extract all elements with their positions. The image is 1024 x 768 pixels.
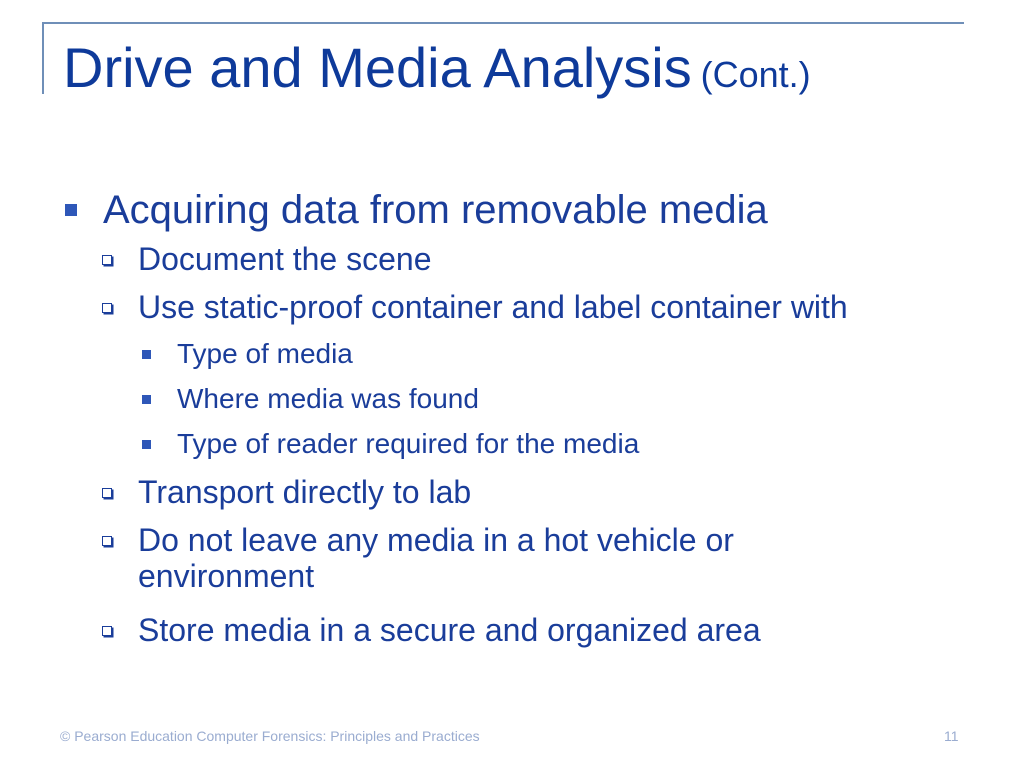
bullet-level3 [177,430,639,458]
bullet-text: Use static-proof container and label container with [138,289,848,325]
bullet-level1 [103,190,768,230]
bullet-text: Document the scene [138,241,432,277]
bullet-level3 [177,340,353,368]
hollow-square-bullet-icon [102,488,112,498]
square-bullet-icon [65,204,77,216]
title-main: Drive and Media Analysis [63,36,692,99]
bullet-text-line: Do not leave any media in a hot vehicle or [138,522,734,558]
slide-number: 11 [944,728,959,744]
square-bullet-icon [142,350,151,359]
bullet-level2 [138,243,432,275]
hollow-square-bullet-icon [102,626,112,636]
bullet-level2 [138,476,471,508]
bullet-text-line: environment [138,558,315,594]
bullet-text: Type of reader required for the media [177,428,640,459]
bullet-level2 [138,291,848,323]
bullet-text [138,524,734,592]
hollow-square-bullet-icon [102,255,112,265]
square-bullet-icon [142,440,151,449]
title-cont: (Cont.) [700,54,811,95]
square-bullet-icon [142,395,151,404]
bullet-text: Transport directly to lab [138,474,472,510]
hollow-square-bullet-icon [102,536,112,546]
bullet-text: Where media was found [177,383,479,414]
hollow-square-bullet-icon [102,303,112,313]
bullet-level3 [177,385,479,413]
bullet-text: Acquiring data from removable media [103,188,768,232]
bullet-text: Type of media [177,338,353,369]
footer-copyright: © Pearson Education Computer Forensics: Principles and Practices [60,728,480,744]
bullet-level2 [138,524,734,592]
bullet-text: Store media in a secure and organized area [138,612,761,648]
bullet-level2 [138,614,761,646]
